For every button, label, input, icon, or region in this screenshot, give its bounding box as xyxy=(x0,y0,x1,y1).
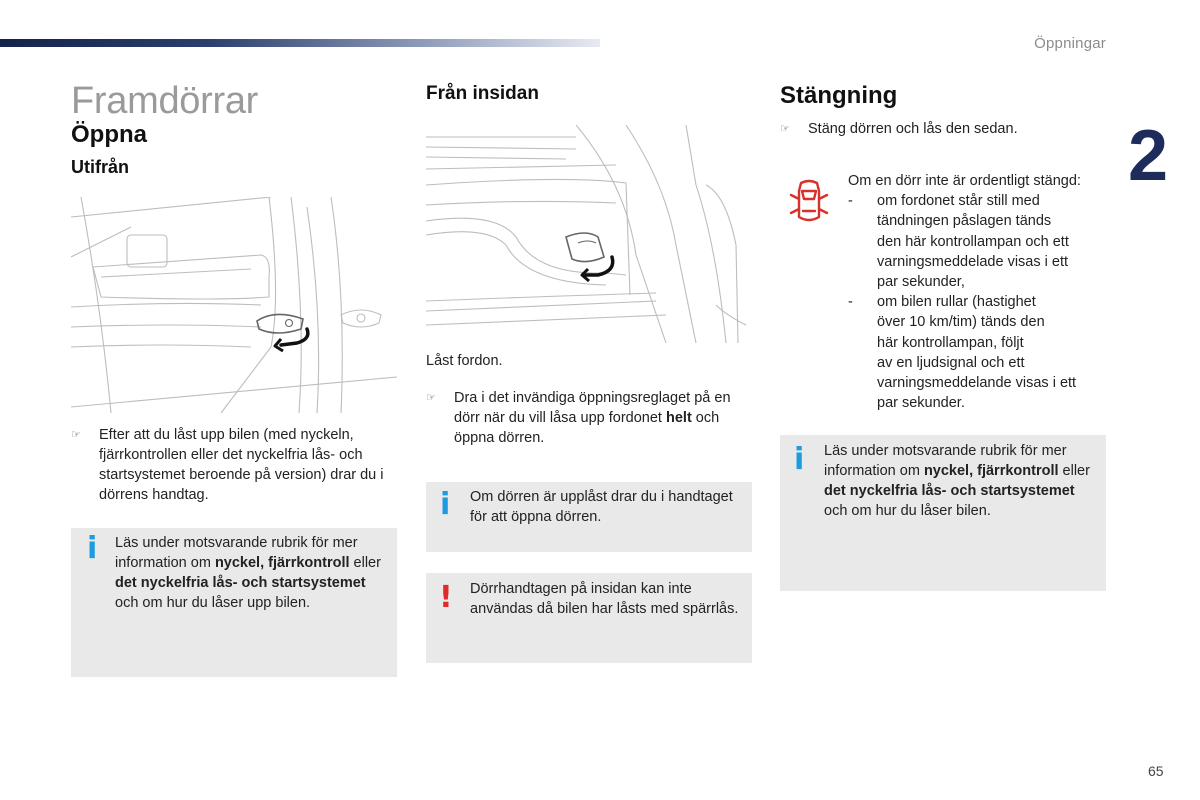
info-note-unlock xyxy=(71,528,397,677)
warning-icon: ! xyxy=(439,580,453,615)
info-icon: i xyxy=(87,531,98,566)
info-note-unlocked-door xyxy=(426,482,752,552)
warning-note-text: Dörrhandtagen på insidan kan inte användas då bilen har låsts med spärrlås. xyxy=(470,581,739,617)
heading-oppna: Öppna xyxy=(71,121,147,148)
info-icon: i xyxy=(440,487,451,522)
warning-intro: Om en dörr inte är ordentligt stängd: xyxy=(848,173,1081,189)
info-icon: i xyxy=(794,442,805,477)
bullet-hand-icon: ☞ xyxy=(426,392,436,404)
warning-item-moving: - om bilen rullar (hastighet över 10 km/tim) tänds den här kontrollampan, följt av en ljudsignal och ett varningsmeddelande visas i ett par sekunder. xyxy=(848,294,1077,412)
info-note-text: Om dörren är upplåst drar du i handtaget för att öppna dörren. xyxy=(470,489,733,525)
bullet-text: Dra i det invändiga öppningsreglaget på en dörr när du vill låsa upp fordonet helt och öppna dörren. xyxy=(454,390,731,446)
caption-locked-vehicle: Låst fordon. xyxy=(426,353,503,369)
warning-item-stationary: - om fordonet står still med tändningen påslagen tänds den här kontrollampan och ett varningsmeddelade visas i ett par sekunder, xyxy=(848,193,1069,291)
warning-note-deadlock xyxy=(426,573,752,663)
page-title: Framdörrar xyxy=(71,80,259,122)
chapter-number: 2 xyxy=(1128,116,1169,196)
subheading-utifran: Utifrån xyxy=(71,157,129,177)
info-note-text: Läs under motsvarande rubrik för mer information om nyckel, fjärrkontroll eller det nyckelfria lås- och startsystemet och om hur du låser upp bilen. xyxy=(115,535,381,611)
header-accent-bar xyxy=(0,39,600,47)
bullet-text: Efter att du låst upp bilen (med nyckeln, fjärrkontrollen eller det nyckelfria lås- och startsystemet beroende på version) drar du i dörrens handtag. xyxy=(99,427,384,503)
door-handle-interior-illustration xyxy=(426,125,752,343)
door-open-warning-lamp-icon xyxy=(787,177,831,229)
bullet-close-door xyxy=(780,119,1100,139)
bullet-text: Stäng dörren och lås den sedan. xyxy=(808,121,1018,137)
page-number: 65 xyxy=(1148,763,1164,779)
bullet-hand-icon: ☞ xyxy=(780,123,790,135)
info-note-lock xyxy=(780,435,1106,591)
heading-fran-insidan: Från insidan xyxy=(426,83,539,104)
heading-stangning: Stängning xyxy=(780,82,898,109)
section-name: Öppningar xyxy=(1034,35,1106,52)
info-note-text: Läs under motsvarande rubrik för mer information om nyckel, fjärrkontroll eller det nyckelfria lås- och startsystemet och om hur du låser bilen. xyxy=(824,443,1090,519)
bullet-exterior-open xyxy=(71,425,401,505)
bullet-interior-open xyxy=(426,388,752,448)
door-warning-list xyxy=(848,171,1108,413)
bullet-hand-icon: ☞ xyxy=(71,429,81,441)
door-handle-exterior-illustration xyxy=(71,197,397,413)
